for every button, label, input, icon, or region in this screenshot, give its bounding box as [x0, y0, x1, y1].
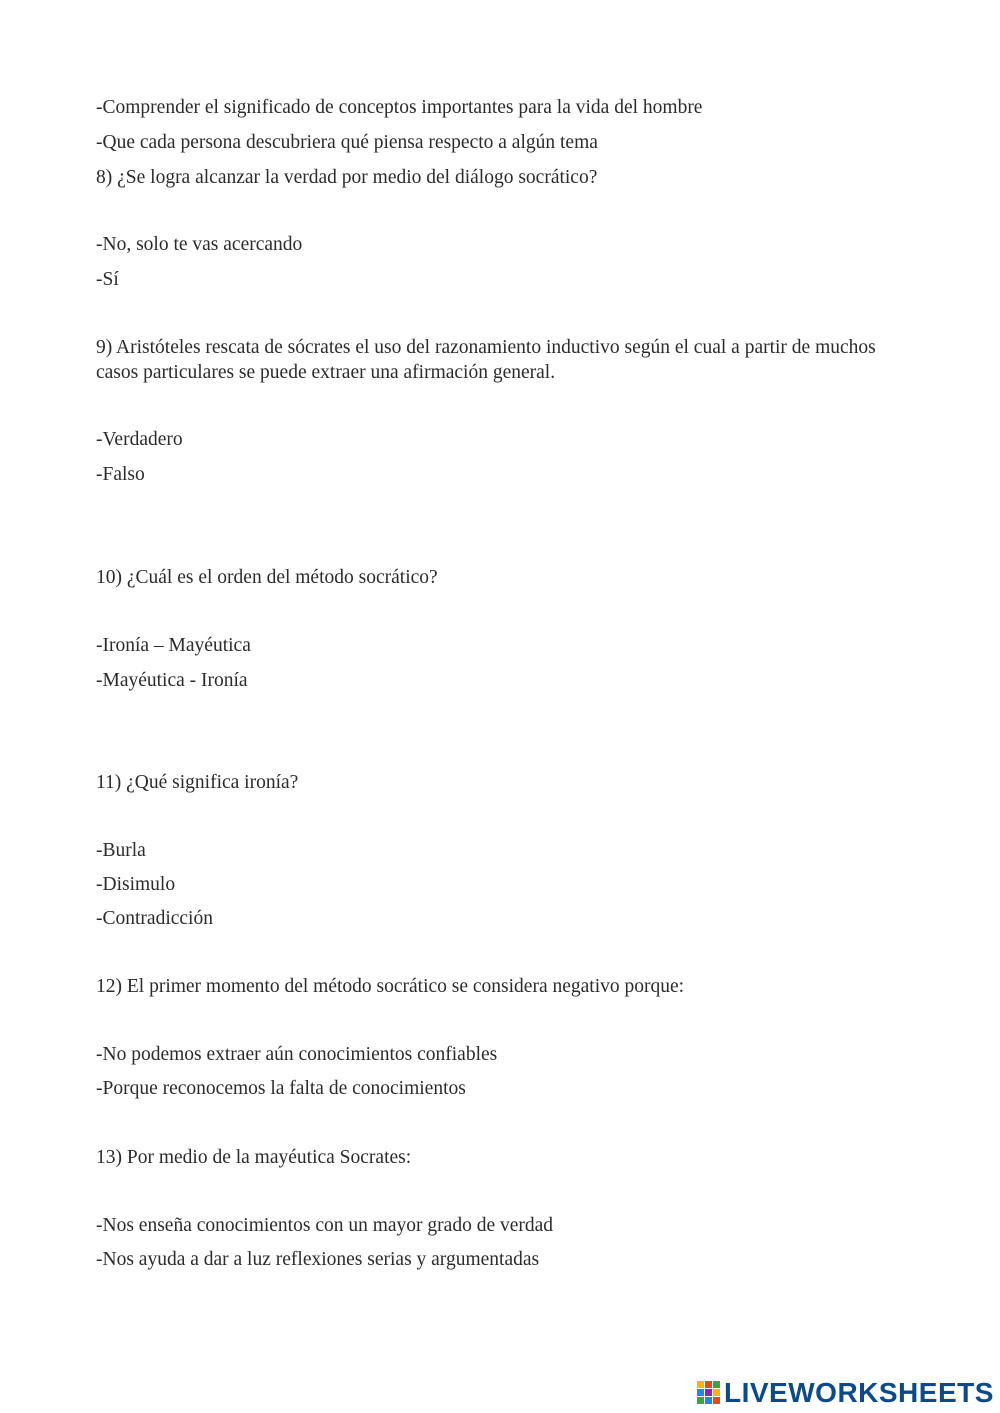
question-13: 13) Por medio de la mayéutica Socrates: [96, 1147, 412, 1168]
logo-text: LIVEWORKSHEETS [724, 1377, 994, 1408]
option-falso: -Falso [96, 464, 145, 485]
option-reconocemos: -Porque reconocemos la falta de conocimientos [96, 1078, 466, 1099]
option-no: -No, solo te vas acercando [96, 234, 303, 255]
option-concepts: -Comprender el significado de conceptos importantes para la vida del hombre [96, 97, 703, 118]
option-verdadero: -Verdadero [96, 429, 183, 450]
option-disimulo: -Disimulo [96, 874, 176, 895]
liveworksheets-logo-icon [697, 1381, 721, 1405]
option-contradiccion: -Contradicción [96, 908, 213, 929]
option-ironia-mayeutica: -Ironía – Mayéutica [96, 635, 251, 656]
question-12: 12) El primer momento del método socrático se considera negativo porque: [96, 976, 685, 997]
option-discover: -Que cada persona descubriera qué piensa respecto a algún tema [96, 132, 598, 153]
question-8: 8) ¿Se logra alcanzar la verdad por medio del diálogo socrático? [96, 167, 598, 188]
question-11: 11) ¿Qué significa ironía? [96, 772, 299, 793]
option-no-podemos: -No podemos extraer aún conocimientos confiables [96, 1044, 498, 1065]
question-9: 9) Aristóteles rescata de sócrates el uso del razonamiento inductivo según el cual a partir de muchos casos particulares se puede extraer una afirmación general. [96, 337, 876, 383]
question-10: 10) ¿Cuál es el orden del método socrático? [96, 567, 438, 588]
option-mayeutica-ironia: -Mayéutica - Ironía [96, 670, 248, 691]
liveworksheets-logo[interactable] [697, 1378, 994, 1408]
option-ayuda: -Nos ayuda a dar a luz reflexiones serias y argumentadas [96, 1249, 540, 1270]
option-ensena: -Nos enseña conocimientos con un mayor grado de verdad [96, 1215, 554, 1236]
option-burla: -Burla [96, 840, 146, 861]
option-si: -Sí [96, 269, 119, 290]
